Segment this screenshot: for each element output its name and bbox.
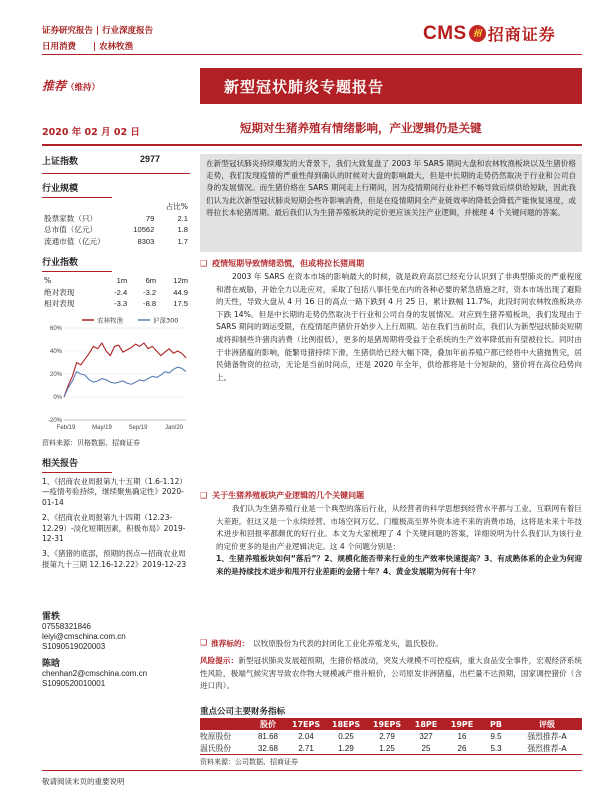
analyst-phone: 07558321846 bbox=[42, 621, 91, 631]
scale-title-rule bbox=[42, 197, 112, 198]
fin-header-cell: 18PE bbox=[414, 719, 438, 729]
fin-cell: 32.68 bbox=[257, 743, 279, 753]
y-tick-label: 0% bbox=[53, 394, 62, 401]
perf-title-rule bbox=[42, 271, 112, 272]
perf-value: -2.4 bbox=[114, 287, 128, 297]
risk-label: 风险提示： bbox=[200, 656, 239, 665]
scale-row-v2: 1.7 bbox=[177, 236, 188, 246]
related-title: 相关报告 bbox=[42, 458, 79, 469]
fin-cell: 327 bbox=[419, 731, 433, 741]
series-line bbox=[64, 367, 186, 397]
logo-cms-text: CMS bbox=[423, 22, 467, 44]
analyst-1 bbox=[42, 609, 190, 652]
investment-label: 推荐标的： bbox=[211, 639, 250, 648]
subtitle-rule bbox=[42, 144, 582, 146]
fin-table-rule bbox=[200, 754, 582, 755]
rating: 推荐（维持） bbox=[42, 79, 101, 93]
x-tick-label: Feb/19 bbox=[56, 424, 76, 431]
scale-row-v1: 79 bbox=[145, 213, 155, 223]
report-subtitle: 短期对生猪养殖有情绪影响，产业逻辑仍是关键 bbox=[240, 121, 482, 135]
header-rule bbox=[42, 54, 582, 55]
footer-rule bbox=[42, 770, 582, 771]
section-2-text: 我们认为生猪养殖行业是一个典型的落后行业，从经营者的科学思想到经营水平都与工业、互联网有着巨大差距。但这又是一个永续经营、市场空间万亿、门槛极高至界外资本进不来的消费市场，这将是未来十年技术进步和回报率都颇优的好行业。本文为大家梳理了 4 个关键问题的答案，详细说明为什么我们认为该行业的定价更多的是由产业逻辑决定。这 4 个问题分别是： bbox=[216, 504, 582, 551]
risk-body: 新型冠状肺炎发展超预期，生猪价格波动，突发大规模不可控疫病，重大食品安全事件，宏观经济系统性风险，极端气候灾害导致农作物大规模减产推升粮价，公司原发非洲猪瘟，出栏量不达预期，国家调控猪价（含进口肉）。 bbox=[200, 656, 583, 691]
fin-header-cell: 17EPS bbox=[291, 719, 321, 729]
x-tick-label: Jan/20 bbox=[164, 424, 184, 431]
scale-table bbox=[42, 201, 190, 247]
section-1-heading bbox=[200, 258, 582, 269]
square-bullet-icon: ❑ bbox=[200, 491, 208, 500]
fin-header-cell: 18EPS bbox=[331, 719, 361, 729]
fin-cell-rating: 强烈推荐-A bbox=[527, 731, 567, 741]
fin-header-cell: PB bbox=[490, 719, 502, 729]
related-report-1: 1、《招商农业周报第九十五期（1.6-1.12）—疫情考验持续，继续聚焦确定性》2020-01-14 bbox=[42, 476, 187, 508]
industry-tag: 日用消费 | 农林牧渔 bbox=[42, 42, 134, 52]
section-1-title: 疫情短期导致情绪恐慌，但或将拉长猪周期 bbox=[212, 259, 365, 268]
footer-note: 敬请阅读末页的重要说明 bbox=[42, 777, 125, 786]
scale-row-name: 股票家数（只） bbox=[44, 213, 98, 223]
perf-value: 17.5 bbox=[173, 299, 188, 309]
perf-col: 1m bbox=[116, 276, 128, 286]
fin-header-cell: 评级 bbox=[539, 719, 555, 729]
fin-cell: 2.71 bbox=[298, 743, 314, 753]
table-row bbox=[42, 236, 190, 248]
x-tick-label: Sep/19 bbox=[128, 424, 148, 431]
scale-title: 行业规模 bbox=[42, 184, 79, 194]
analyst-name: 雷轶 bbox=[42, 611, 61, 622]
scale-row-v1: 8303 bbox=[137, 236, 155, 246]
sidebar bbox=[42, 154, 190, 689]
brand-logo bbox=[423, 22, 556, 45]
y-tick-label: 20% bbox=[49, 371, 62, 378]
table-row bbox=[42, 224, 190, 236]
section-1 bbox=[200, 258, 582, 384]
analyst-name: 陈晗 bbox=[42, 658, 61, 669]
table-row bbox=[42, 287, 190, 299]
related-report-2: 2、《招商农业周报第九十四期（12.23-12.29）-淡化短期因素，积极布局》2019-12-31 bbox=[42, 512, 186, 544]
scale-row-name: 流通市值（亿元） bbox=[44, 236, 105, 246]
scale-row-v2: 1.8 bbox=[177, 225, 188, 235]
table-row bbox=[42, 298, 190, 310]
legend-label: 农林牧渔 bbox=[97, 316, 123, 324]
fin-cell: 0.25 bbox=[338, 731, 354, 741]
scale-col-header: 占比% bbox=[165, 202, 188, 212]
fin-cell: 9.5 bbox=[490, 731, 502, 741]
table-row bbox=[200, 730, 582, 742]
fin-cell: 26 bbox=[457, 743, 467, 753]
fin-cell: 25 bbox=[421, 743, 431, 753]
analyst-email[interactable]: chenhan2@cmschina.com.cn bbox=[42, 668, 148, 678]
table-row bbox=[42, 213, 190, 225]
perf-value: -8.8 bbox=[143, 299, 157, 309]
table-row bbox=[200, 742, 582, 754]
risk-text bbox=[200, 655, 582, 693]
fin-header-cell: 股价 bbox=[260, 719, 276, 729]
industry-performance-chart bbox=[42, 314, 190, 436]
y-tick-label: -20% bbox=[47, 417, 62, 424]
fin-cell: 1.29 bbox=[338, 743, 354, 753]
analyst-email[interactable]: leiyi@cmschina.com.cn bbox=[42, 631, 126, 641]
fin-table-title: 重点公司主要财务指标 bbox=[200, 707, 286, 717]
sidebar-rule bbox=[42, 173, 190, 174]
section-1-text: 2003 年 SARS 在资本市场的影响最大的时候，就是政府高层已经充分认识到了非典型肺炎的严重程度和潜在威胁，开始全力以赴应对，采取了包括八事任免在内的各种必要的紧急措施之时，资本市场出现了避险的天性，导致大盘从 4 月 16 日的高点一路下跌到 4 月 25 日，累计跌幅 11.7%，此段时间农林牧渔板块亦下跌 14%。但是中长期的走势仍然取决于行业和公司自身的发展情况。对应到生猪养殖板块，我们发现由于 SARS 期间的调运受限，在疫情尾声猪价开始步入上行周期。站在我们当前时点，我们认为新型冠状肺炎短期或将抑制些许猪肉消费（比例很低），更多的是猪周期将受益于全系统的生产效率降低而有望被拉长。同时由于非洲猪瘟的影响，能繁母猪持续下滑，生猪供给已经大幅下降，叠加年前养殖户都已经将中大猪抛售完，居民储备物资的拉动，无论是当前时间点，还是 2020 年全年，供给都将是十分短缺的，猪价将在高位趋势向上。 bbox=[216, 272, 582, 382]
perf-value: 44.9 bbox=[173, 287, 188, 297]
fin-header-cell: 19PE bbox=[450, 719, 474, 729]
fin-cell: 16 bbox=[457, 731, 467, 741]
fin-cell: 1.25 bbox=[379, 743, 395, 753]
scale-row-name: 总市值（亿元） bbox=[44, 225, 98, 235]
legend-label: 沪深300 bbox=[153, 316, 179, 324]
perf-row-name: 相对表现 bbox=[44, 299, 75, 309]
logo-badge-icon: 招 bbox=[469, 25, 486, 42]
perf-value: -3.2 bbox=[143, 287, 157, 297]
summary-text: 在新型冠状肺炎持续爆发的大背景下，我们大致复盘了 2003 年 SARS 期间大盘和农林牧渔板块以及生猪价格走势，我们发现疫情的严重性得到确认的时候对大盘的影响最大，但是中长期的走势仍然取决于行业和公司自身的发展情况。而生猪价格在 SARS 期间走上行期间，因为疫情期间行业补栏不畅导致后续供给短缺，因此我们认为此次新型冠状肺炎短期会些许影响消费，但是在疫情期间全产业链效率的降低会降低产能恢复速度，或将拉长本轮猪周期。最后我们认为生猪养殖板块的定价更应该关注产业逻辑，并梳理 4 个关键问题的答案。 bbox=[206, 159, 576, 217]
section-2-questions: 1、生猪养殖板块如何“落后”？2、规模化能否带来行业的生产效率快速提高？3、有成熟体系的企业为何迎来的是持续技术进步和甩开行业差距的金猪十年？4、黄金发展期为何有十年？ bbox=[216, 554, 582, 576]
fin-header-cell: 19EPS bbox=[372, 719, 402, 729]
report-date: 2020 年 02 月 02 日 bbox=[42, 127, 140, 138]
fin-cell-company: 牧原股份 bbox=[200, 731, 232, 741]
section-2-title: 关于生猪养殖板块产业逻辑的几个关键问题 bbox=[212, 491, 365, 500]
analyst-license: S1090520010001 bbox=[42, 678, 106, 688]
risk-block bbox=[200, 655, 582, 693]
index-value: 2977 bbox=[139, 154, 160, 164]
investment-text: 以牧原股份为代表的封闭化工业化养殖龙头，温氏股份。 bbox=[253, 639, 443, 648]
analyst-license: S1090519020003 bbox=[42, 641, 106, 651]
section-2 bbox=[200, 490, 582, 579]
chart-source: 资料来源：贝格数据、招商证券 bbox=[42, 438, 140, 447]
scale-row-v2: 2.1 bbox=[177, 213, 188, 223]
y-tick-label: 60% bbox=[49, 325, 62, 332]
fin-cell: 81.68 bbox=[257, 731, 279, 741]
index-row bbox=[42, 154, 190, 167]
fin-table-source: 资料来源：公司数据、招商证券 bbox=[200, 758, 298, 766]
fin-cell: 5.3 bbox=[490, 743, 502, 753]
scale-row-v1: 10562 bbox=[133, 225, 155, 235]
fin-cell-rating: 强烈推荐-A bbox=[527, 743, 567, 753]
section-2-heading bbox=[200, 490, 582, 501]
square-bullet-icon: ❑ bbox=[200, 259, 208, 268]
analyst-2 bbox=[42, 656, 190, 689]
perf-col: % bbox=[44, 276, 52, 286]
fin-cell-company: 温氏股份 bbox=[200, 743, 232, 753]
fin-cell: 2.04 bbox=[298, 731, 314, 741]
report-title-bar bbox=[200, 68, 582, 104]
related-title-rule bbox=[42, 472, 112, 473]
perf-col: 12m bbox=[173, 276, 188, 286]
perf-title: 行业指数 bbox=[42, 258, 79, 268]
investment-line bbox=[200, 638, 582, 651]
report-title: 新型冠状肺炎专题报告 bbox=[224, 77, 385, 96]
x-tick-label: May/19 bbox=[92, 424, 112, 431]
square-bullet-icon: ❑ bbox=[200, 638, 208, 647]
perf-row-name: 绝对表现 bbox=[44, 287, 75, 297]
fin-table-header bbox=[200, 718, 582, 730]
summary-box bbox=[200, 154, 582, 252]
perf-col: 6m bbox=[145, 276, 157, 286]
logo-cn-text: 招商证券 bbox=[487, 25, 556, 44]
fin-cell: 2.79 bbox=[379, 731, 395, 741]
y-tick-label: 40% bbox=[49, 348, 62, 355]
report-type-tag: 证券研究报告 | 行业深度报告 bbox=[42, 26, 154, 36]
index-label: 上证指数 bbox=[42, 157, 79, 167]
perf-table bbox=[42, 275, 190, 310]
fin-table bbox=[200, 718, 582, 767]
related-report-3: 3、《猪猪的底部，预期的拐点—招商农业周报第九十三期 12.16-12.22》2019-12-23 bbox=[42, 549, 187, 570]
perf-value: -3.3 bbox=[114, 299, 128, 309]
